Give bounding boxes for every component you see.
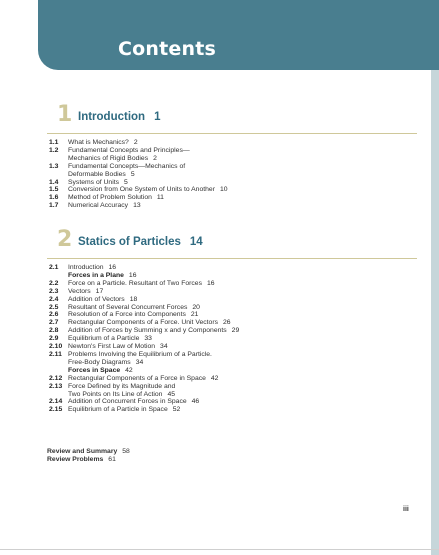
entry-title: Addition of Concurrent Forces in Space [68,398,187,406]
entry-title: Method of Problem Solution [68,194,152,202]
chapter-title: Statics of Particles [78,236,181,248]
toc-entry[interactable] [47,186,427,194]
entry-title: Free-Body Diagrams [68,358,131,366]
back-matter-page: 58 [122,448,130,455]
entry-number: 2.15 [49,406,63,414]
chapter-rule [47,133,417,134]
entry-page: 16 [206,279,215,287]
toc-entry[interactable] [47,319,427,327]
page-title: Contents [118,38,217,60]
entry-number: 1.2 [49,146,59,154]
entry-number: 2.14 [49,398,63,406]
entry-page: 16 [108,264,117,271]
toc-entry[interactable] [47,304,427,312]
entry-number [47,171,68,179]
entry-title: Equilibrium of a Particle in Space [68,406,168,414]
entry-title: Fundamental Concepts—Mechanics of [68,162,186,170]
entry-number: 2.7 [49,319,59,327]
toc-entry[interactable] [47,264,427,272]
entry-title: Vectors [68,287,91,295]
back-matter-entry[interactable] [47,448,130,456]
entry-page: 13 [133,202,141,210]
chapter-number: 1 [57,102,73,127]
entry-title: Two Points on Its Line of Action [68,390,163,398]
entry-title: Resolution of a Force into Components [68,311,186,319]
section-heading[interactable] [47,367,427,375]
entry-number: 2.9 [49,335,59,343]
entry-title: Deformable Bodies [68,170,126,178]
entry-page: 52 [172,406,181,414]
entry-number: 1.4 [49,178,59,186]
entry-title: Addition of Vectors [68,295,125,303]
entry-number: 1.6 [49,194,59,202]
chapter-heading [47,102,427,130]
entry-title: Newton's First Law of Motion [68,343,156,351]
entry-number [47,391,68,399]
toc-entry[interactable] [47,194,427,202]
entry-number: 1.1 [49,139,59,146]
toc-entry[interactable] [47,171,427,179]
entry-number: 2.8 [49,327,59,335]
entry-title: What is Mechanics? [68,139,129,146]
entry-page: 34 [135,358,144,366]
entry-page: 42 [125,366,133,374]
entry-title: Systems of Units [68,178,119,186]
toc-entry[interactable] [47,383,427,391]
entry-title: Conversion from One System of Units to Another [68,186,215,194]
chapter-number: 2 [57,227,73,252]
entry-title: Equilibrium of a Particle [68,335,140,343]
chapter-2 [47,227,427,414]
entry-number: 2.13 [49,382,63,390]
toc-entry[interactable] [47,280,427,288]
back-matter-page: 61 [108,455,116,463]
toc-entry[interactable] [47,375,427,383]
entry-title: Numerical Accuracy [68,202,129,210]
entry-page: 21 [190,311,199,319]
entry-title: Mechanics of Rigid Bodies [68,154,149,162]
entry-title: Resultant of Several Concurrent Forces [68,303,188,311]
section-heading[interactable] [47,272,427,280]
toc-entry[interactable] [47,311,427,319]
entry-number: 2.10 [49,343,63,351]
entry-number: 2.5 [49,303,59,311]
chapter-1 [47,102,427,210]
toc-entry[interactable] [47,296,427,304]
chapter-heading [47,227,427,255]
entry-title: Addition of Forces by Summing x and y Components [68,327,227,335]
toc-entry[interactable] [47,327,427,335]
entry-title: Force Defined by its Magnitude and [68,382,176,390]
toc-entry[interactable] [47,147,427,155]
toc-entry[interactable] [47,391,427,399]
toc-entry[interactable] [47,359,427,367]
toc-entry[interactable] [47,398,427,406]
entry-title: Problems Involving the Equilibrium of a Particle. [68,350,212,358]
page-edge-bar [431,70,439,555]
back-matter-title: Review and Summary [47,448,118,455]
entry-page: 5 [130,170,135,178]
entry-title: Forces in a Plane [68,271,124,279]
entry-number [47,155,68,163]
entry-page: 33 [144,335,152,343]
entry-number: 1.5 [49,186,59,194]
toc-entry[interactable] [47,288,427,296]
entry-title: Fundamental Concepts and Principles— [68,146,190,154]
entry-page: 17 [95,287,104,295]
entry-page: 29 [231,327,240,335]
entry-number: 1.3 [49,162,59,170]
entry-page: 2 [133,139,138,146]
bottom-rule [0,549,439,550]
header-banner [38,0,439,70]
entry-number: 2.2 [49,279,59,287]
entry-page: 5 [124,178,128,186]
chapter-title-link[interactable] [78,236,203,248]
chapter-title: Introduction [78,111,146,123]
toc-entry[interactable] [47,155,427,163]
entry-page: 20 [192,303,200,311]
chapter-title-link[interactable] [78,111,160,123]
entry-number: 2.3 [49,287,59,295]
chapter-rule [47,258,417,259]
entry-page: 18 [129,295,138,303]
entry-number: 2.4 [49,295,59,303]
toc-entry[interactable] [47,343,427,351]
entry-title: Rectangular Components of a Force in Space [68,374,206,382]
entry-page: 34 [160,343,168,351]
entry-page: 26 [222,319,231,327]
entry-number: 1.7 [49,202,59,210]
page-number: iii [403,506,409,513]
entry-title: Introduction [68,264,104,271]
entry-title: Rectangular Components of a Force. Unit Vectors [68,319,218,327]
chapter-page: 14 [189,236,203,248]
entry-title: Force on a Particle. Resultant of Two Forces [68,279,202,287]
entry-page: 16 [128,271,137,279]
entry-page: 46 [191,398,200,406]
back-matter-entry[interactable] [47,456,130,464]
back-matter-list [47,448,130,464]
toc-entry[interactable] [47,351,427,359]
toc-entry[interactable] [47,202,427,210]
entry-number: 2.1 [49,264,59,271]
entry-page: 2 [153,154,157,162]
entry-page: 10 [219,186,228,194]
entry-number: 2.11 [49,350,62,358]
entry-number [47,359,68,367]
toc-entry[interactable] [47,163,427,171]
toc-entry[interactable] [47,335,427,343]
toc-entry[interactable] [47,179,427,187]
back-matter-title: Review Problems [47,455,104,463]
entry-title: Forces in Space [68,366,121,374]
entry-page: 11 [156,194,164,202]
entry-page: 45 [167,390,176,398]
entry-number [47,272,68,280]
toc-entry[interactable] [47,406,427,414]
entry-number: 2.6 [49,311,59,319]
chapter-page: 1 [154,111,161,123]
entry-page: 42 [210,374,219,382]
entry-number [47,367,68,375]
toc-entry[interactable] [47,139,427,147]
entry-number: 2.12 [49,374,63,382]
